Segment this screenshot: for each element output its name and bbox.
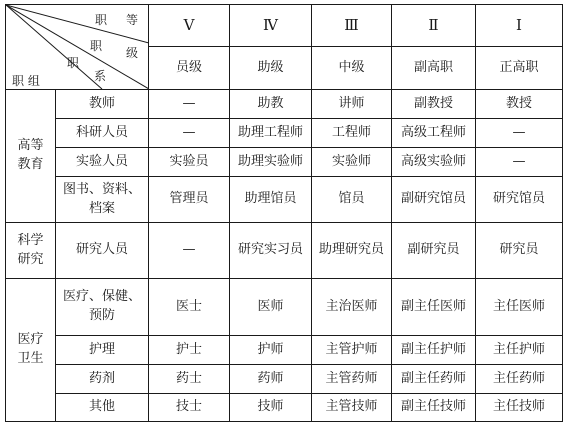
series-cell: 教师 [56,90,149,119]
title-cell: 主管技师 [312,394,392,422]
title-cell: — [149,119,230,148]
title-cell: — [149,90,230,119]
title-cell: 管理员 [149,177,230,223]
series-cell: 科研人员 [56,119,149,148]
title-cell: 助教 [230,90,312,119]
header-label-ji: 级 [126,46,139,60]
title-cell: — [476,119,563,148]
table-row [6,336,563,365]
rank-header-5: Ⅴ [149,5,230,47]
title-cell: 助理研究员 [312,223,392,279]
title-cell: 副主任护师 [392,336,476,365]
title-cell: — [476,148,563,177]
header-label-zhizu: 职 组 [12,74,40,88]
title-cell: 实验师 [312,148,392,177]
title-cell: 助理工程师 [230,119,312,148]
title-cell: 技士 [149,394,230,422]
rank-header-1: Ⅰ [476,5,563,47]
table-row [6,177,563,223]
job-title-table [5,4,563,422]
title-cell: 副主任药师 [392,365,476,394]
title-cell: 高级工程师 [392,119,476,148]
title-cell: 主任药师 [476,365,563,394]
title-cell: 药士 [149,365,230,394]
series-cell: 其他 [56,394,149,422]
title-cell: 主任医师 [476,279,563,336]
group-cell: 医疗 卫生 [6,279,56,422]
title-cell: 研究馆员 [476,177,563,223]
title-cell: 医师 [230,279,312,336]
level-header-5: 员级 [149,47,230,90]
title-cell: 馆员 [312,177,392,223]
title-cell: 助理实验师 [230,148,312,177]
level-header-4: 助级 [230,47,312,90]
title-cell: 助理馆员 [230,177,312,223]
series-cell: 研究人员 [56,223,149,279]
rank-header-4: Ⅳ [230,5,312,47]
table-row [6,119,563,148]
title-cell: 技师 [230,394,312,422]
title-cell: 讲师 [312,90,392,119]
title-cell: 副研究馆员 [392,177,476,223]
header-label-zhi-3: 职 [67,56,80,70]
title-cell: 主任护师 [476,336,563,365]
series-cell: 药剂 [56,365,149,394]
title-cell: 主任技师 [476,394,563,422]
title-cell: 教授 [476,90,563,119]
level-header-2: 副高职 [392,47,476,90]
series-cell: 医疗、保健、 预防 [56,279,149,336]
header-label-deng: 等 [126,13,139,27]
title-cell: 护士 [149,336,230,365]
title-cell: 主管药师 [312,365,392,394]
series-cell: 图书、资料、 档案 [56,177,149,223]
diagonal-header-cell [6,5,149,90]
title-cell: 护师 [230,336,312,365]
series-cell: 护理 [56,336,149,365]
series-cell: 实验人员 [56,148,149,177]
title-cell: 副教授 [392,90,476,119]
table-row [6,223,563,279]
table-row [6,148,563,177]
rank-header-2: Ⅱ [392,5,476,47]
rank-header-3: Ⅲ [312,5,392,47]
title-cell: 副研究员 [392,223,476,279]
title-cell: — [149,223,230,279]
title-cell: 研究员 [476,223,563,279]
header-label-zhi-1: 职 [95,13,108,27]
title-cell: 副主任医师 [392,279,476,336]
title-cell: 实验员 [149,148,230,177]
title-cell: 主管护师 [312,336,392,365]
level-header-3: 中级 [312,47,392,90]
title-cell: 工程师 [312,119,392,148]
group-cell: 科学 研究 [6,223,56,279]
title-cell: 副主任技师 [392,394,476,422]
level-header-1: 正高职 [476,47,563,90]
table-row [6,90,563,119]
table-row [6,394,563,422]
table-row [6,279,563,336]
group-cell: 高等 教育 [6,90,56,223]
header-label-zhi-2: 职 [90,39,103,53]
title-cell: 高级实验师 [392,148,476,177]
title-cell: 医士 [149,279,230,336]
table-row [6,365,563,394]
header-label-xi: 系 [94,69,107,83]
title-cell: 主治医师 [312,279,392,336]
title-cell: 研究实习员 [230,223,312,279]
title-cell: 药师 [230,365,312,394]
